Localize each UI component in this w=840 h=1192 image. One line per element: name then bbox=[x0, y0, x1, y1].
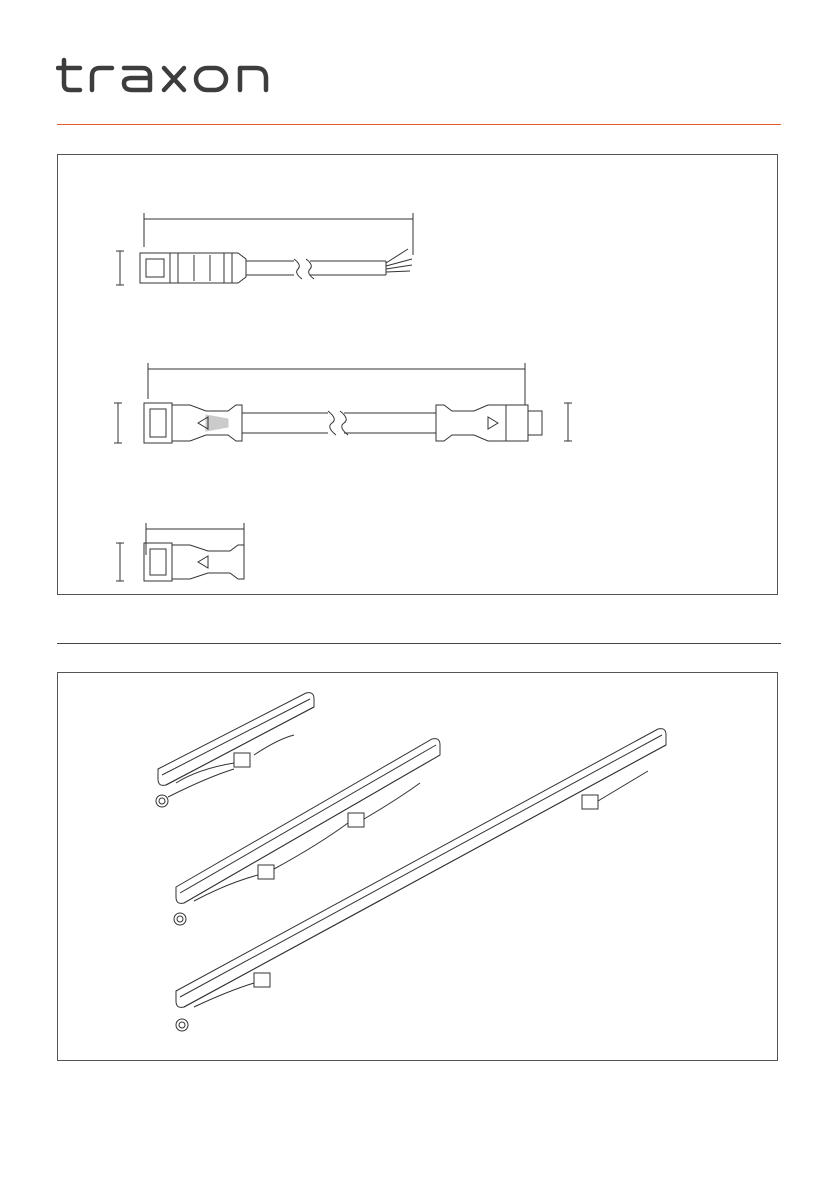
extension-cable-drawing bbox=[114, 363, 572, 443]
section-divider bbox=[57, 643, 781, 644]
header-divider bbox=[57, 124, 781, 125]
connector-drawings-panel bbox=[57, 154, 778, 595]
fixture-long-drawing bbox=[176, 729, 666, 1031]
fixture-short-drawing bbox=[156, 693, 314, 807]
end-connector-drawing bbox=[116, 523, 244, 581]
lead-cable-drawing bbox=[116, 213, 413, 285]
fixture-drawings-panel bbox=[57, 672, 778, 1061]
fixture-medium-drawing bbox=[174, 739, 440, 925]
traxon-logo bbox=[56, 56, 296, 96]
